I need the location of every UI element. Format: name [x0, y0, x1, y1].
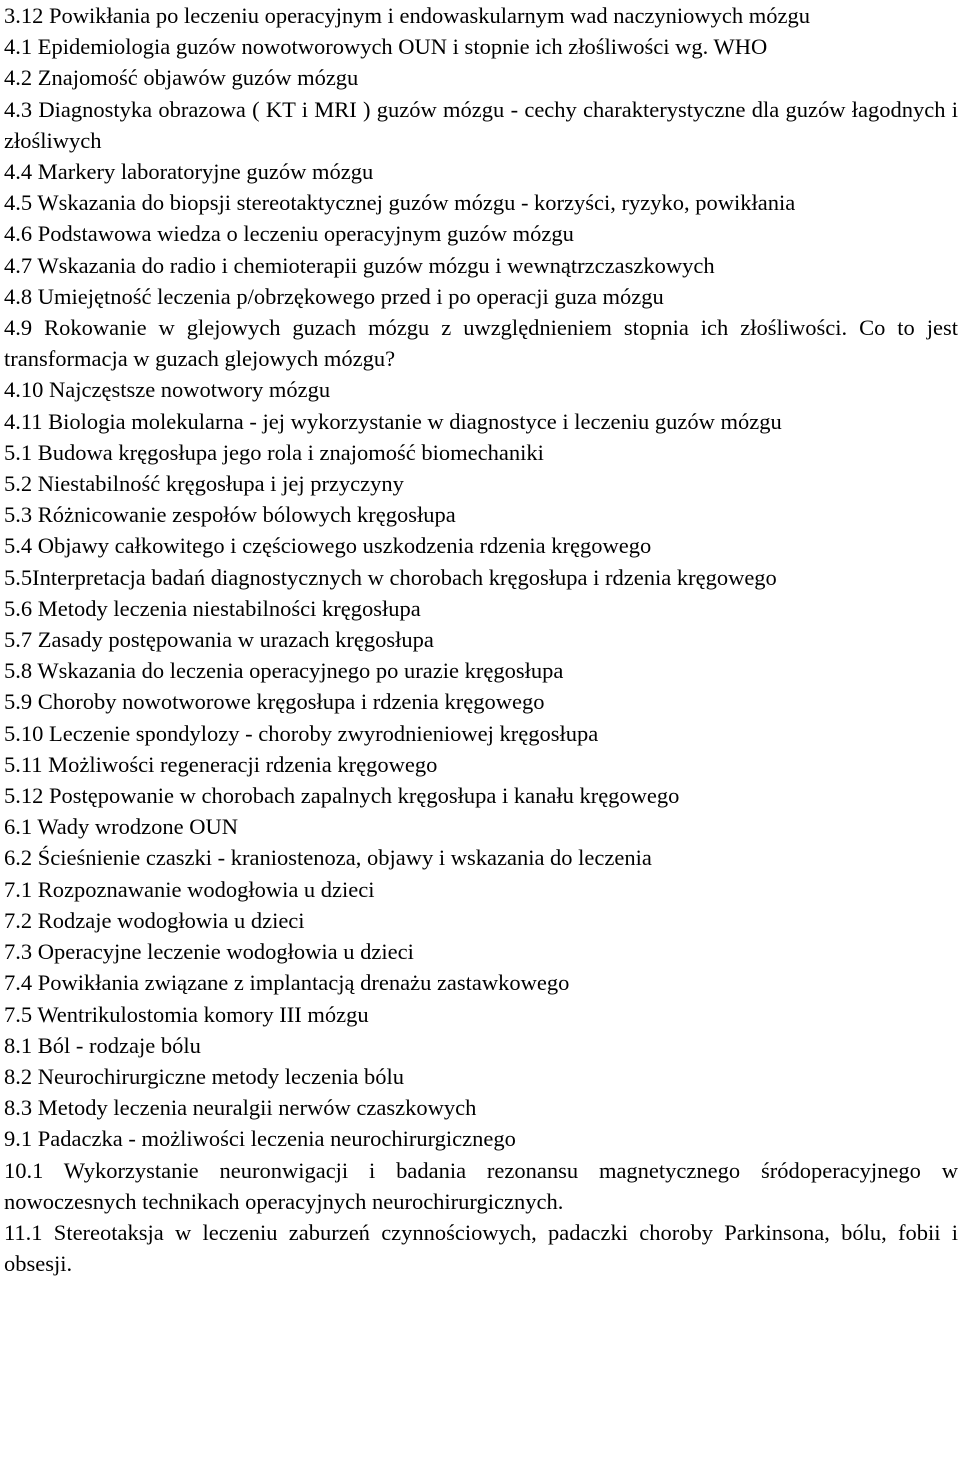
list-item: 4.3 Diagnostyka obrazowa ( KT i MRI ) guzów mózgu - cechy charakterystyczne dla guzów łagodnych i złośliwych: [4, 96, 958, 153]
list-item: 10.1 Wykorzystanie neuronwigacji i badania rezonansu magnetycznego śródoperacyjnego w nowoczesnych technikach operacyjnych neurochirurgicznych.: [4, 1157, 958, 1214]
list-item: 4.2 Znajomość objawów guzów mózgu: [4, 65, 359, 91]
list-item: 4.8 Umiejętność leczenia p/obrzękowego przed i po operacji guza mózgu: [4, 283, 664, 309]
list-item: 4.4 Markery laboratoryjne guzów mózgu: [4, 159, 374, 185]
list-item: 5.4 Objawy całkowitego i częściowego uszkodzenia rdzenia kręgowego: [4, 533, 652, 559]
list-item: 9.1 Padaczka - możliwości leczenia neurochirurgicznego: [4, 1126, 516, 1152]
list-item: 7.1 Rozpoznawanie wodogłowia u dzieci: [4, 876, 375, 902]
list-item: 8.3 Metody leczenia neuralgii nerwów czaszkowych: [4, 1095, 477, 1121]
list-item: 4.6 Podstawowa wiedza o leczeniu operacyjnym guzów mózgu: [4, 221, 574, 247]
list-item: 5.9 Choroby nowotworowe kręgosłupa i rdzenia kręgowego: [4, 689, 545, 715]
list-item: 4.9 Rokowanie w glejowych guzach mózgu z uwzględnieniem stopnia ich złośliwości. Co to jest transformacja w guzach glejowych mózgu?: [4, 315, 958, 372]
list-item: 4.7 Wskazania do radio i chemioterapii guzów mózgu i wewnątrzczaszkowych: [4, 252, 715, 278]
list-item: 4.1 Epidemiologia guzów nowotworowych OUN i stopnie ich złośliwości wg. WHO: [4, 34, 768, 60]
list-item: 5.5Interpretacja badań diagnostycznych w chorobach kręgosłupa i rdzenia kręgowego: [4, 564, 777, 590]
list-item: 11.1 Stereotaksja w leczeniu zaburzeń czynnościowych, padaczki choroby Parkinsona, bólu, fobii i obsesji.: [4, 1219, 958, 1277]
list-item: 5.12 Postępowanie w chorobach zapalnych kręgosłupa i kanału kręgowego: [4, 783, 680, 809]
list-item: 5.8 Wskazania do leczenia operacyjnego po urazie kręgosłupa: [4, 658, 564, 684]
list-item: 4.5 Wskazania do biopsji stereotaktycznej guzów mózgu - korzyści, ryzyko, powikłania: [4, 190, 796, 216]
list-item: 5.7 Zasady postępowania w urazach kręgosłupa: [4, 627, 434, 653]
list-item: 7.3 Operacyjne leczenie wodogłowia u dzieci: [4, 939, 414, 965]
list-item: 6.1 Wady wrodzone OUN: [4, 814, 238, 840]
list-item: 8.1 Ból - rodzaje bólu: [4, 1032, 201, 1058]
list-item: 5.6 Metody leczenia niestabilności kręgosłupa: [4, 595, 421, 621]
list-item: 5.1 Budowa kręgosłupa jego rola i znajomość biomechaniki: [4, 439, 544, 465]
list-item: 5.11 Możliwości regeneracji rdzenia kręgowego: [4, 751, 438, 777]
list-item: 4.10 Najczęstsze nowotwory mózgu: [4, 377, 331, 403]
list-item: 5.3 Różnicowanie zespołów bólowych kręgosłupa: [4, 502, 456, 528]
list-item: 6.2 Ścieśnienie czaszki - kraniostenoza, objawy i wskazania do leczenia: [4, 845, 652, 871]
list-item: 5.2 Niestabilność kręgosłupa i jej przyczyny: [4, 471, 404, 497]
list-item: 5.10 Leczenie spondylozy - choroby zwyrodnieniowej kręgosłupa: [4, 720, 599, 746]
list-item: 7.5 Wentrikulostomia komory III mózgu: [4, 1001, 369, 1027]
list-item: 7.4 Powikłania związane z implantacją drenażu zastawkowego: [4, 970, 570, 996]
list-item: 4.11 Biologia molekularna - jej wykorzystanie w diagnostyce i leczeniu guzów mózgu: [4, 408, 782, 434]
list-item: 7.2 Rodzaje wodogłowia u dzieci: [4, 907, 305, 933]
list-item: 8.2 Neurochirurgiczne metody leczenia bólu: [4, 1063, 405, 1089]
list-item: 3.12 Powikłania po leczeniu operacyjnym i endowaskularnym wad naczyniowych mózgu: [4, 3, 811, 28]
